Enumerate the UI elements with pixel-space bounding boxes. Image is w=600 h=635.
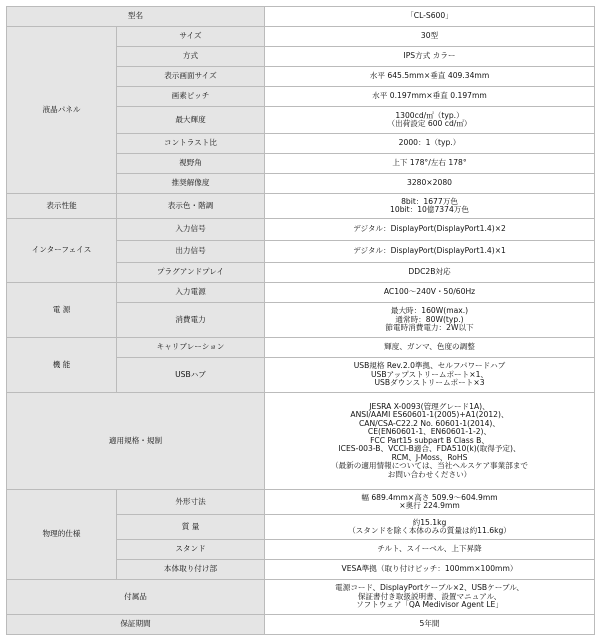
model-label: 型名 [7, 7, 265, 27]
standards-label: 適用規格・規制 [7, 393, 265, 490]
output-signal-label: 出力信号 [117, 241, 265, 263]
spec-table [6, 6, 595, 635]
spec-row-input-power [7, 283, 595, 303]
pixel-pitch-label: 画素ピッチ [117, 87, 265, 107]
category-interface: インターフェイス [7, 219, 117, 283]
warranty-label: 保証期間 [7, 615, 265, 635]
standards-line: FCC Part15 subpart B Class B、 [370, 435, 489, 445]
dimensions-label: 外形寸法 [117, 490, 265, 515]
pixel-pitch-value: 水平 0.197mm×垂直 0.197mm [265, 87, 595, 107]
viewing-angle-value: 上下 178°/左右 178° [265, 154, 595, 174]
weight-value [265, 515, 595, 540]
stand-label: スタンド [117, 540, 265, 560]
spec-row-input-signal [7, 219, 595, 241]
accessories-line: 電源コード、DisplayPortケーブル×2、USBケーブル、 [335, 583, 524, 593]
category-function: 機 能 [7, 338, 117, 393]
input-signal-label: 入力信号 [117, 219, 265, 241]
standards-line: お問い合わせください） [387, 469, 472, 479]
model-value: 「CL-S600」 [265, 7, 595, 27]
colors-label: 表示色・階調 [117, 194, 265, 219]
standards-value [265, 393, 595, 490]
max-brightness-line: 1300cd/㎡（typ.） [395, 110, 464, 120]
calibration-label: キャリブレーション [117, 338, 265, 358]
type-label: 方式 [117, 47, 265, 67]
consumption-line: 通常時：80W(typ.) [395, 314, 464, 324]
category-lcd: 液晶パネル [7, 27, 117, 194]
standards-line: （最新の適用情報については、当社ヘルスケア事業部まで [330, 461, 529, 471]
category-physical: 物理的仕様 [7, 490, 117, 580]
max-brightness-label: 最大輝度 [117, 107, 265, 134]
usb-hub-line: USBダウンストリームポート×3 [374, 378, 485, 388]
usb-hub-value [265, 358, 595, 393]
category-power: 電 源 [7, 283, 117, 338]
contrast-value: 2000：1（typ.） [265, 134, 595, 154]
accessories-label: 付属品 [7, 580, 265, 615]
colors-line: 8bit：1677万色 [401, 196, 458, 206]
colors-value [265, 194, 595, 219]
calibration-value: 輝度、ガンマ、色度の調整 [265, 338, 595, 358]
weight-line: 約15.1kg [412, 517, 447, 527]
output-signal-value: デジタル：DisplayPort(DisplayPort1.4)×1 [265, 241, 595, 263]
stand-value: チルト、スイーベル、上下昇降 [265, 540, 595, 560]
spec-row-colors [7, 194, 595, 219]
max-brightness-value [265, 107, 595, 134]
usb-hub-line: USBアップストリームポート×1、 [370, 369, 489, 379]
spec-row-standards [7, 393, 595, 490]
spec-row-size [7, 27, 595, 47]
weight-line: （スタンドを除く本体のみの質量は約11.6kg） [348, 526, 511, 535]
display-area-label: 表示画面サイズ [117, 67, 265, 87]
accessories-line: ソフトウェア「QA Medivisor Agent LE」 [356, 600, 503, 610]
consumption-line: 節電時消費電力：2W以下 [385, 323, 474, 333]
standards-line: CAN/CSA-C22.2 No. 60601-1(2014)、 [359, 418, 500, 428]
consumption-line: 最大時：160W(max.) [390, 306, 469, 316]
plug-and-play-label: プラグアンドプレイ [117, 263, 265, 283]
spec-row-dimensions [7, 490, 595, 515]
colors-line: 10bit：10億7374万色 [390, 205, 469, 214]
size-value: 30型 [265, 27, 595, 47]
usb-hub-label: USBハブ [117, 358, 265, 393]
standards-line: CE(EN60601-1、EN60601-1-2)、 [367, 427, 492, 437]
mounting-label: 本体取り付け部 [117, 560, 265, 580]
usb-hub-line: USB規格 Rev.2.0準拠、セルフパワードハブ [353, 361, 506, 371]
plug-and-play-value: DDC2B対応 [265, 263, 595, 283]
input-power-label: 入力電源 [117, 283, 265, 303]
standards-line: ICES-003-B、VCCI-B適合、FDA510(k)(取得予定)、 [338, 444, 521, 454]
spec-row-calibration [7, 338, 595, 358]
dimensions-line: 幅 689.4mm×高さ 509.9〜604.9mm [361, 492, 498, 502]
display-area-value: 水平 645.5mm×垂直 409.34mm [265, 67, 595, 87]
viewing-angle-label: 視野角 [117, 154, 265, 174]
standards-line: JESRA X-0093(管理グレード1A)、 [369, 401, 490, 411]
size-label: サイズ [117, 27, 265, 47]
standards-line: RCM、J-Moss、RoHS [391, 452, 468, 462]
accessories-value [265, 580, 595, 615]
resolution-label: 推奨解像度 [117, 174, 265, 194]
consumption-value [265, 303, 595, 338]
weight-label: 質 量 [117, 515, 265, 540]
spec-row-warranty [7, 615, 595, 635]
type-value: IPS方式 カラー [265, 47, 595, 67]
mounting-value: VESA準拠（取り付けピッチ：100mm×100mm） [265, 560, 595, 580]
contrast-label: コントラスト比 [117, 134, 265, 154]
resolution-value: 3280×2080 [265, 174, 595, 194]
max-brightness-line: （出荷設定 600 cd/㎡） [387, 119, 472, 128]
category-display: 表示性能 [7, 194, 117, 219]
standards-line: ANSI/AAMI ES60601-1(2005)+A1(2012)、 [350, 410, 509, 420]
input-power-value: AC100〜240V・50/60Hz [265, 283, 595, 303]
accessories-line: 保証書付き取扱説明書、設置マニュアル、 [357, 591, 502, 601]
input-signal-value: デジタル：DisplayPort(DisplayPort1.4)×2 [265, 219, 595, 241]
dimensions-value [265, 490, 595, 515]
consumption-label: 消費電力 [117, 303, 265, 338]
warranty-value: 5年間 [265, 615, 595, 635]
spec-row-model [7, 7, 595, 27]
dimensions-line: ×奥行 224.9mm [399, 501, 460, 510]
spec-row-accessories [7, 580, 595, 615]
